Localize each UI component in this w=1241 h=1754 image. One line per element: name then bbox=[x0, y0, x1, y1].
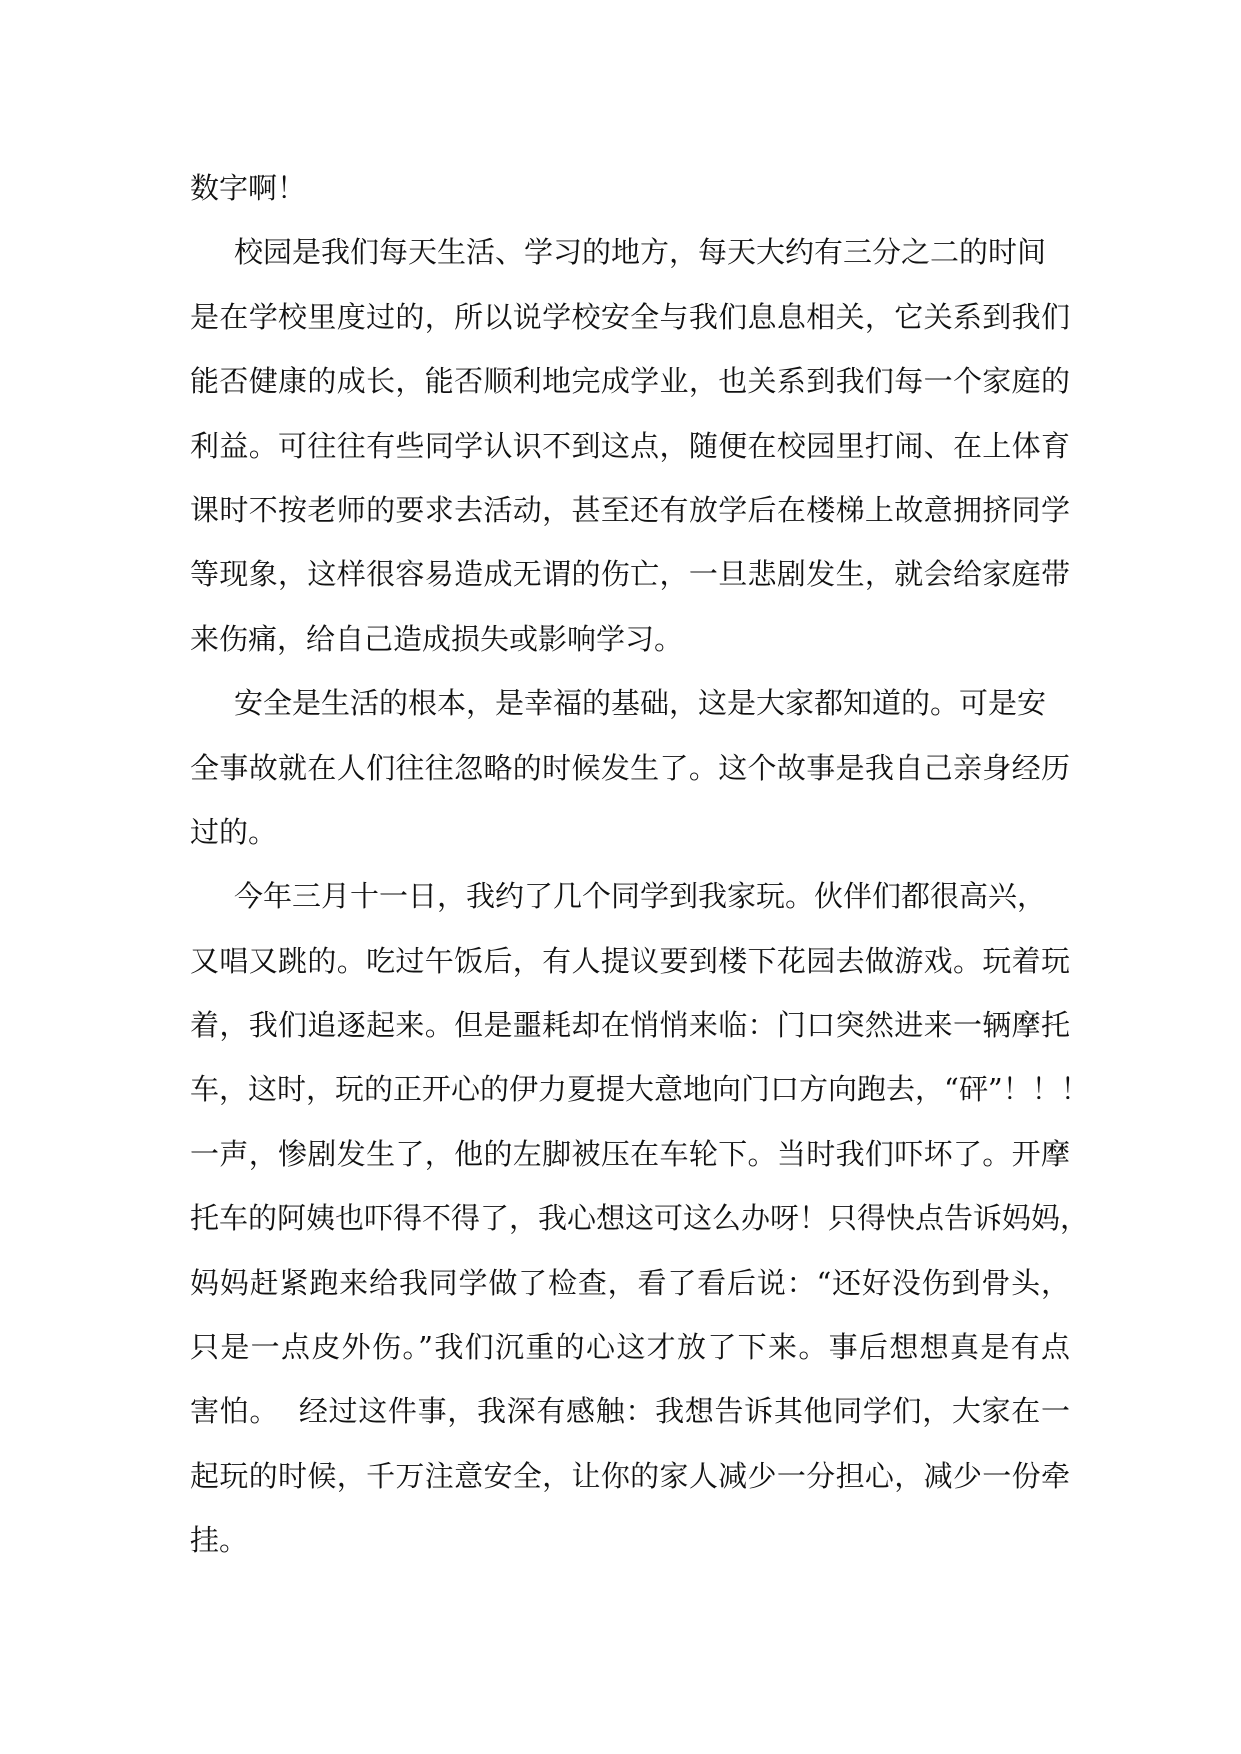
text-line: 今年三月十一日，我约了几个同学到我家玩。伙伴们都很高兴， bbox=[234, 879, 1047, 914]
text-line: 托车的阿姨也吓得不得了，我心想这可这么办呀！只得快点告诉妈妈， bbox=[190, 1201, 1090, 1236]
text-line: 课时不按老师的要求去活动，甚至还有放学后在楼梯上故意拥挤同学 bbox=[190, 492, 1070, 527]
text-line: 又唱又跳的。吃过午饭后，有人提议要到楼下花园去做游戏。玩着玩 bbox=[190, 943, 1070, 978]
document-body bbox=[190, 156, 1090, 1573]
text-line: 过的。 bbox=[190, 814, 278, 849]
text-line: 全事故就在人们往往忽略的时候发生了。这个故事是我自己亲身经历 bbox=[190, 750, 1070, 785]
text-line: 一声，惨剧发生了，他的左脚被压在车轮下。当时我们吓坏了。开摩 bbox=[190, 1136, 1070, 1171]
text-line: 能否健康的成长，能否顺利地完成学业，也关系到我们每一个家庭的 bbox=[190, 364, 1070, 399]
text-line: 害怕。 经过这件事，我深有感触：我想告诉其他同学们，大家在一 bbox=[190, 1394, 1070, 1429]
text-line: 利益。可往往有些同学认识不到这点，随便在校园里打闹、在上体育 bbox=[190, 428, 1070, 463]
text-line: 挂。 bbox=[190, 1523, 249, 1558]
text-line: 妈妈赶紧跑来给我同学做了检查，看了看后说：“还好没伤到骨头， bbox=[190, 1265, 1070, 1300]
text-line: 起玩的时候，千万注意安全，让你的家人减少一分担心，减少一份牵 bbox=[190, 1458, 1070, 1493]
text-line: 着，我们追逐起来。但是噩耗却在悄悄来临：门口突然进来一辆摩托 bbox=[190, 1008, 1070, 1043]
text-line: 车，这时，玩的正开心的伊力夏提大意地向门口方向跑去，“砰”！！！ bbox=[190, 1072, 1090, 1107]
text-line: 来伤痛，给自己造成损失或影响学习。 bbox=[190, 621, 684, 656]
text-line: 校园是我们每天生活、学习的地方，每天大约有三分之二的时间 bbox=[234, 235, 1047, 270]
text-line: 等现象，这样很容易造成无谓的伤亡，一旦悲剧发生，就会给家庭带 bbox=[190, 557, 1070, 592]
text-line: 数字啊！ bbox=[190, 171, 307, 205]
text-line: 是在学校里度过的，所以说学校安全与我们息息相关，它关系到我们 bbox=[190, 299, 1070, 334]
text-line: 只是一点皮外伤。”我们沉重的心这才放了下来。事后想想真是有点 bbox=[190, 1330, 1070, 1365]
text-line: 安全是生活的根本，是幸福的基础，这是大家都知道的。可是安 bbox=[234, 686, 1047, 721]
